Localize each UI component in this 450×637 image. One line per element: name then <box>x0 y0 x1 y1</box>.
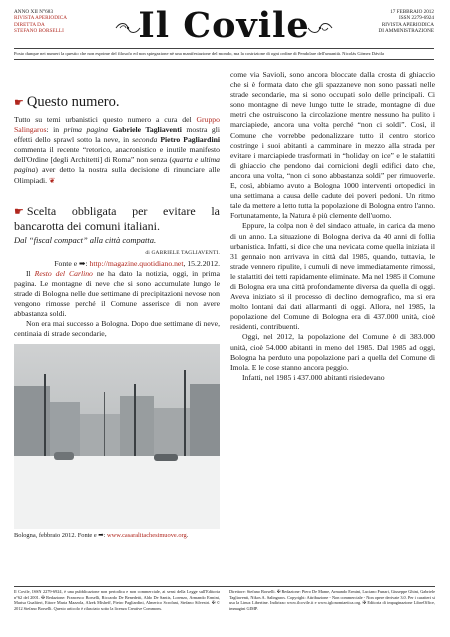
divider <box>14 59 434 60</box>
article-title: ☛ Scelta obbligata per evitare la bancarotta dei comuni italiani. <box>14 203 220 233</box>
masthead-left-line: DIRETTA DA <box>14 21 45 28</box>
right-column <box>230 70 435 383</box>
body-paragraph: Infatti, nel 1985 i 437.000 abitanti risiedevano <box>242 372 385 382</box>
pointing-hand-icon: ☛ <box>14 205 24 218</box>
issue-date: 17 FEBBRAIO 2012 <box>390 9 434 15</box>
leaf-icon: ❦ <box>49 175 56 185</box>
intro-paragraph: Tutto su temi urbanistici questo numero a cura del Gruppo Salingaros: in prima pagina Gabriele Tagliaventi mostra gli effetti dello sprawl sotto la neve, in seconda Pietro Pagliardini commenta il recente “retorico, anacronistico e inutile manifesto dell'Ordine [degli Architetti] di Roma” non senza (quarta e ultima pagina) aver detto la nostra sulla decisione di rinunciare alle Olimpiadi. ❦ <box>14 115 221 185</box>
source-link[interactable]: http://magazine.quotidiano.net <box>89 258 184 268</box>
resto-del-carlino-link[interactable]: Resto del Carlino <box>34 268 93 278</box>
masthead-right-line: RIVISTA APERIODICA <box>381 21 434 28</box>
section-heading: ☛ Questo numero. <box>14 94 120 110</box>
issn: ISSN 2279-6924 <box>398 15 434 22</box>
body-paragraph: Non era mai successo a Bologna. Dopo due settimane di neve, centinaia di strade secondarie, <box>14 319 220 339</box>
masthead-title: Il Covile <box>138 5 310 46</box>
masthead-left-info <box>14 9 110 35</box>
article-subtitle: Dal “fiscal compact” alla città compatta. <box>14 234 157 245</box>
divider <box>14 586 435 587</box>
masthead-left-line: RIVISTA APERIODICA <box>14 15 68 22</box>
divider <box>14 48 434 49</box>
caption-link[interactable]: www.casaralitachesimuove.org <box>107 531 187 539</box>
epigraph: Posto dunque nei numeri la questio che non esprime del filosofo ed non spiegazione nè una manifestazione del mondo, ma la costrizione di ogni ordine di Pendolare dell'umanità. Nicolás Gómez Dávila <box>14 51 385 56</box>
left-column <box>14 70 220 540</box>
flourish-ornament-right-icon <box>306 20 334 36</box>
colophon <box>14 589 435 633</box>
body-paragraph: Eppure, la colpa non è del sindaco attuale, in carica da meno di un anno. La situazione di Bologna deriva da 40 anni di follia urbanistica. Infatti, si dice che una nevicata come quella iniziata il 31 gennaio non arrivava in città dal 1985, quando, tuttavia, le strade vennero ripulite, i cumuli di neve immediatamente rimossi, le stalattiti dei tetti rapidamente eliminate. Ma nel 1985 il Comune di Bologna era una città profondamente diversa da quella di oggi. Aveva iniziato sì il processo di declino demografico, ma si era molto lontani dai dati allarmanti di oggi. Allora, nel 1985, la popolazione del Comune di Bologna era di 437.000 unità, cioè residenti, contribuenti. <box>230 221 435 332</box>
masthead <box>14 6 434 68</box>
body-paragraph: come via Savioli, sono ancora bloccate dalla crosta di ghiaccio che si è formata dato che gli spazzaneve non sono passati nelle strade secondarie, ma si sono occupati solo delle principali. Ci sono montagne di neve lungo tutte le strade, montagne di due metri che ostruiscono la circolazione mentre nessuno ha pulito i marciapiede, ancora una volta perché “non ci soldi”. Così, il Comune che vorrebbe pedonalizzare tutto il centro storico costringe i suoi abitanti a camminare in mezzo alla strada per evitare i marciapiede trasformati in “holiday on ice” e le stalattiti di ghiaccio che pendono dai cornicioni degli edifici dato che, ancora una volta, “non ci sono abbastanza soldi” per rimuoverle. E, così, abbiamo avuto a Bologna 1000 interventi ortopedici in una settimana a causa delle cadute dei poveri pedoni. Un ritmo tale da mettere a letto tutta la popolazione di Bologna entro l'anno. Fortunatamente, la Natura è più clemente dell'uomo. <box>230 70 435 221</box>
source-line: Fonte e ➡: http://magazine.quotidiano.net, 15.2.2012. <box>54 258 220 268</box>
masthead-left-line: STEFANO BORSELLI <box>14 28 64 35</box>
photo-caption: Bologna, febbraio 2012. Fonte e ➡: www.casaralitachesimuove.org. <box>14 531 189 539</box>
snowy-bologna-photo <box>14 344 220 529</box>
masthead-right-info <box>336 9 434 35</box>
colophon-left: Il Covile, ISSN 2279-6924, è una pubblicazione non periodica e non commerciale, ai sensi della Legge sull'Editoria n°62 del 2001. ✠ Redazione: Francesco Borselli, Riccardo De Benedetti, Aldo De Santis, Lorenzo, Armando Ermini, Marisa Gualtieri, Ettore Maria Mazzola, Alzek Misheff, Pietro Pagliardini, Almerico Scrofani, Stefano Silvestri. ✠ © 2012 Stefano Borselli. Questo articolo è rilasciato sotto la licenza Creative Commons. <box>14 589 220 611</box>
body-paragraph: Il Resto del Carlino ne ha dato la notizia, oggi, in prima pagina. Le montagne di neve che si sono accumulate lungo le strade di Bologna nelle due settimane di precipitazioni nevose non vengono rimosse perché il Comune asserisce di non avere abbastanza soldi. <box>14 268 220 319</box>
colophon-right: Direttore: Stefano Borselli. ✠ Redazione: Piero De Mame, Armando Ermini, Luciano Funari, Giuseppe Ghini, Gabriele Tagliaventi, Nikos A. Salingaros. Copyright: Attribuzione - Non commerciale - Non opere derivate 3.0. Per i caratteri si usa la Linux Libertine. Indirizzo www.ilcovile.it e www.iglonomiaetica.org. ✠ Editoria di impaginazione LibreOffice, immagini GIMP. <box>229 589 435 611</box>
body-paragraph: Oggi, nel 2012, la popolazione del Comune è di 383.000 unità, cioè 54.000 abitanti in meno del 1985. Dal 1985 ad oggi, Bologna ha perduto una popolazione pari a quella del Comune di Imola. E le cose stanno ancora peggio. <box>230 332 435 372</box>
gruppo-salingaros-link[interactable]: Gruppo Salingaros <box>14 115 220 135</box>
pointing-hand-icon: ☛ <box>14 97 24 109</box>
byline: di GABRIELE TAGLIAVENTI. <box>145 249 220 256</box>
masthead-right-line: DI AMMINISTRAZIONE <box>378 28 434 35</box>
issue-number: ANNO XII N°683 <box>14 9 54 15</box>
